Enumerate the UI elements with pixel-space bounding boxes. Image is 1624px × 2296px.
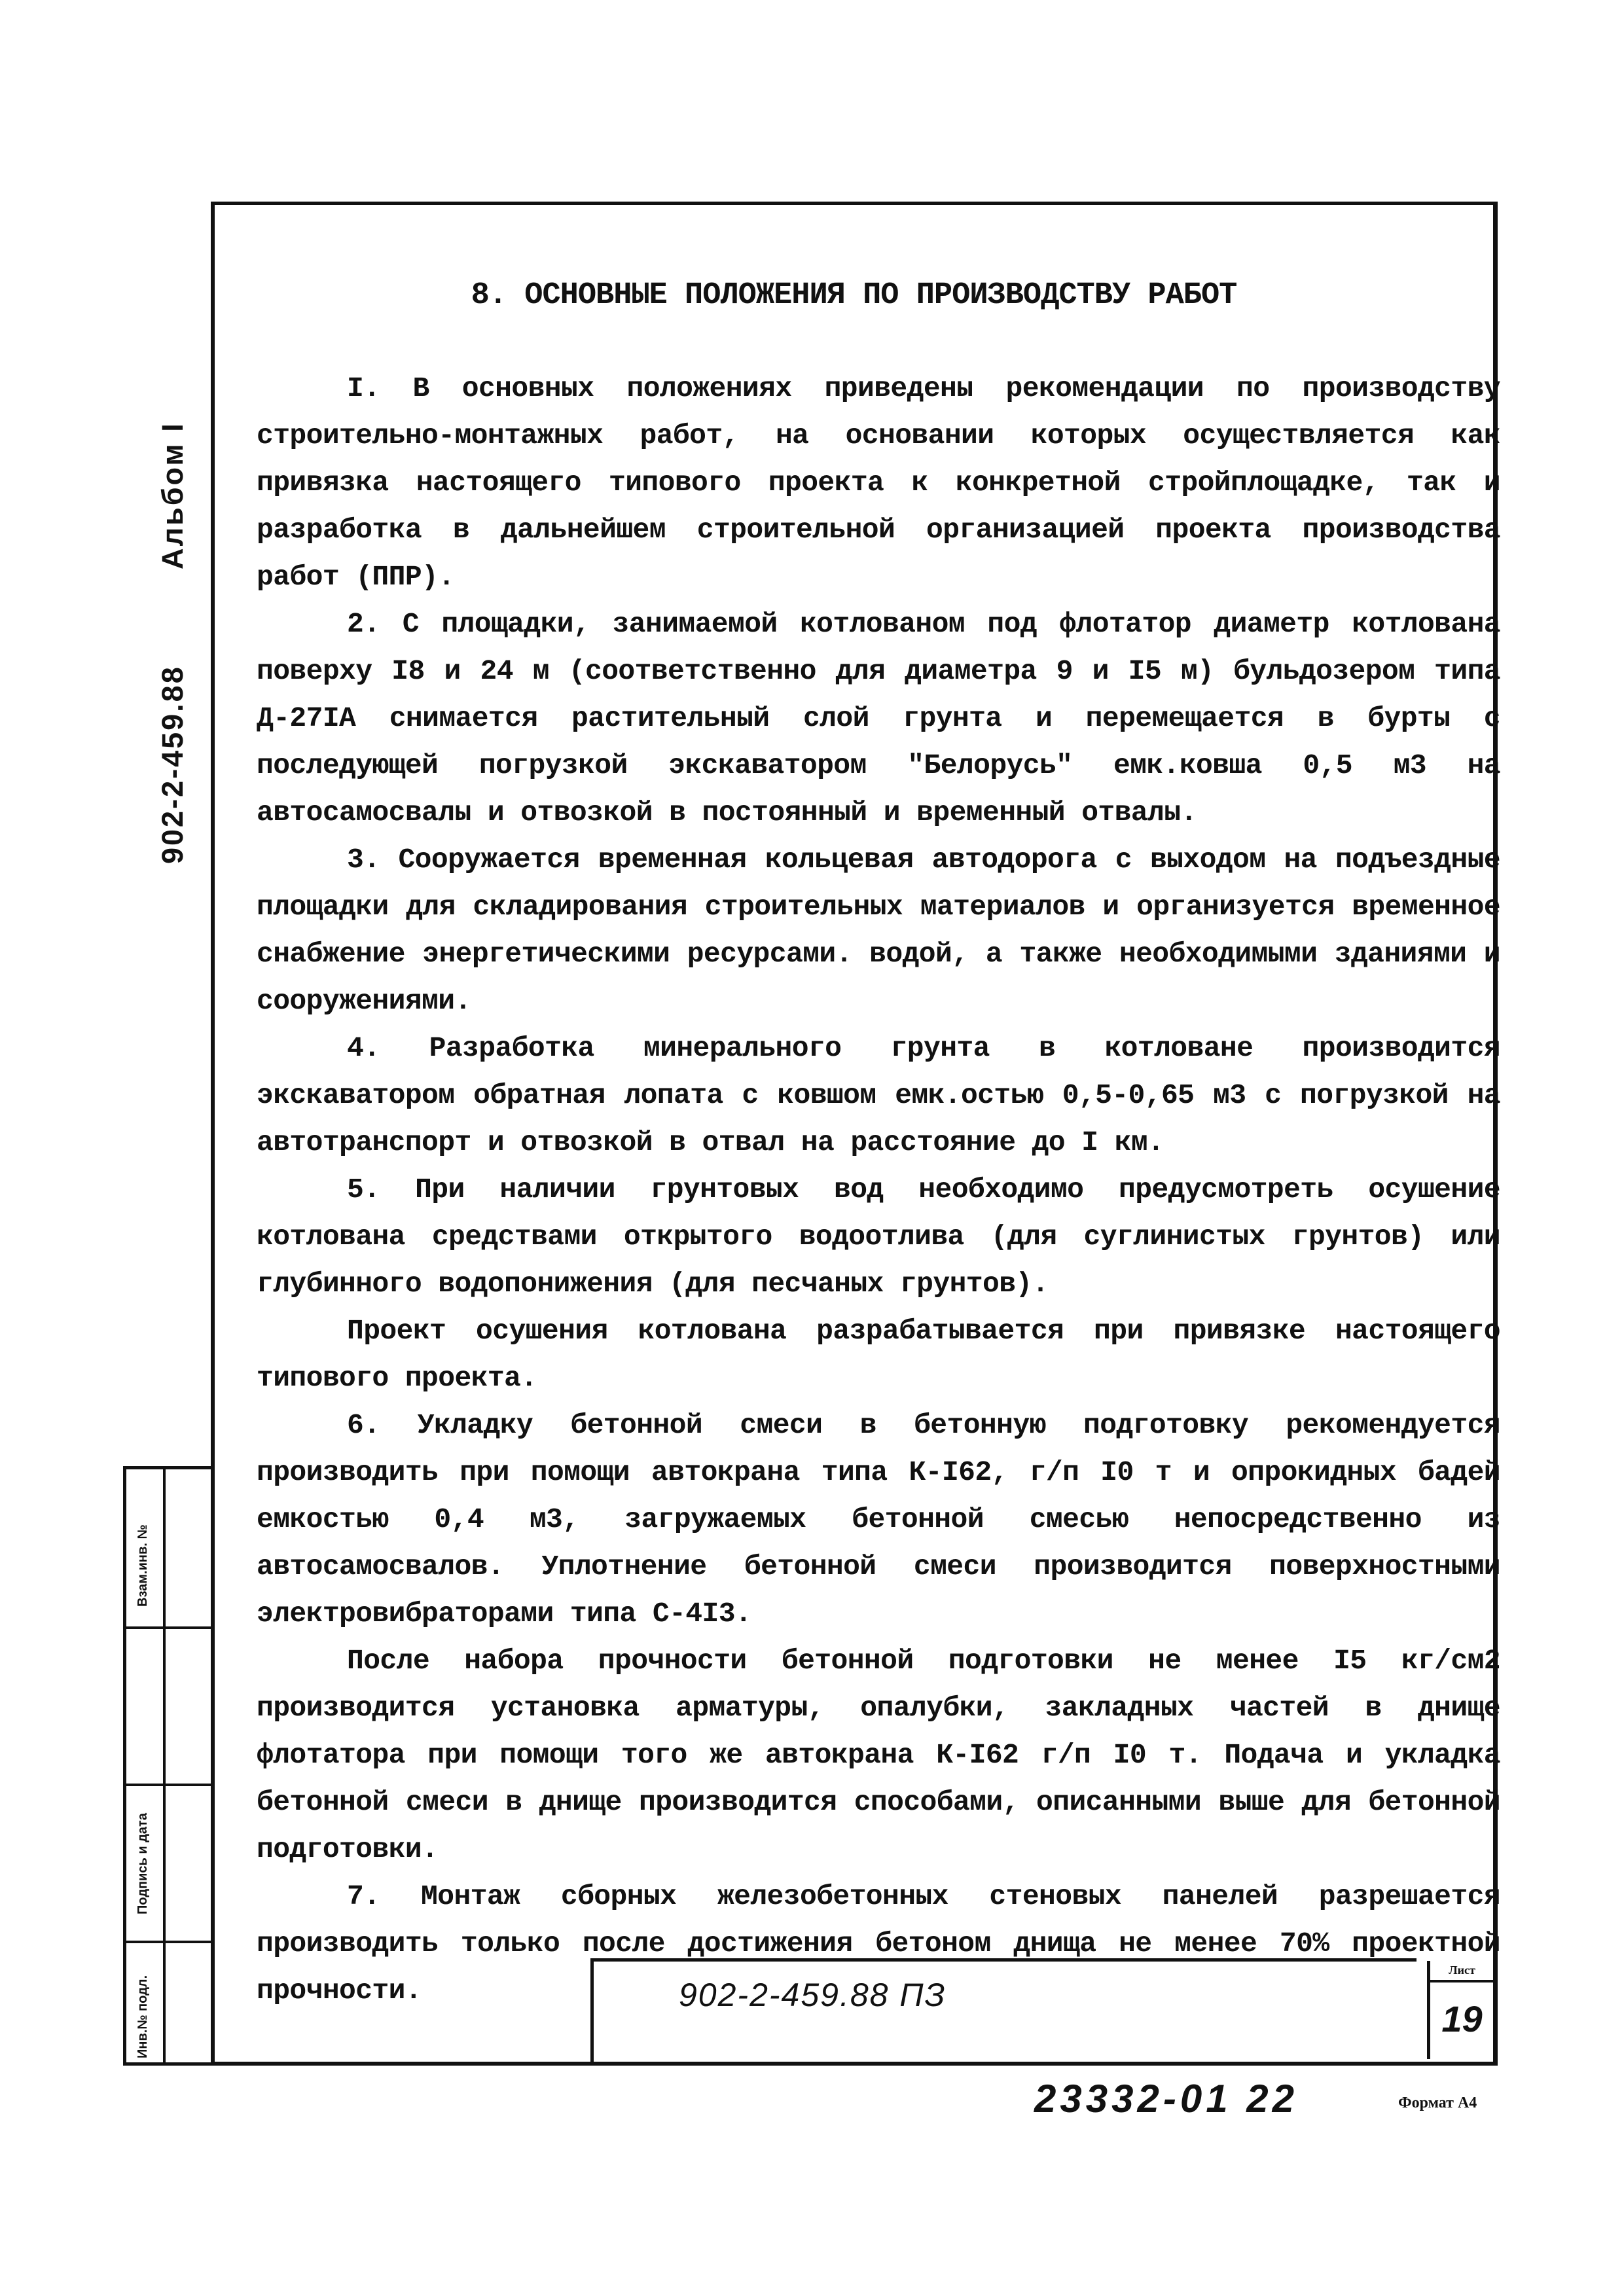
paragraph-7: 7. Монтаж сборных железобетонных стеновых панелей разрешается производить только после достижения бетоном днища не менее 70% проектной прочности.: [257, 1880, 1500, 2007]
left-stamp-strip: [123, 1466, 211, 2066]
paragraph-4: 4. Разработка минерального грунта в котловане производится экскаватором обратная лопата с ковшом емк.остью 0,5-0,65 м3 с погрузкой на автотранспорт и отвозкой в отвал на расстояние до I км.: [257, 1032, 1500, 1158]
document-code: 902-2-459.88 ПЗ: [679, 1977, 947, 2013]
title-block: [590, 1958, 1416, 2062]
inventory-number: 23332-01 22: [1034, 2077, 1298, 2121]
paragraph-5: 5. При наличии грунтовых вод необходимо предусмотреть осушение котлована средствами открытого водоотлива (для суглинистых грунтов) или глубинного водопонижения (для песчаных грунтов).: [257, 1174, 1500, 1300]
format-label: Формат А4: [1398, 2094, 1477, 2111]
sheet-box: [1427, 1961, 1494, 2059]
paragraph-1: I. В основных положениях приведены рекомендации по производству строительно-монтажных работ, на основании которых осуществляется как привязка настоящего типового проекта к конкретной стройплощадке, так и разработка в дальнейшем строительной организацией проекта производства работ (ППР).: [257, 372, 1500, 593]
page-frame: [211, 202, 1498, 2066]
paragraph-3: 3. Сооружается временная кольцевая автодорога с выходом на подъездные площадки для складирования строительных материалов и организуется временное снабжение энергетическими ресурсами. водой, а также необходимыми зданиями и сооружениями.: [257, 844, 1500, 1017]
sign-date-label: Подпись и дата: [135, 1813, 150, 1914]
sheet-number: 19: [1441, 1998, 1483, 2039]
inv-label: Инв.№ подл.: [135, 1975, 150, 2058]
replace-inv-label: Взам.инв. №: [135, 1524, 150, 1607]
sheet-label: Лист: [1430, 1964, 1494, 1982]
paragraph-6b: После набора прочности бетонной подготовки не менее I5 кг/см2 производится установка арматуры, опалубки, закладных частей в днище флотатора при помощи того же автокрана К-I62 г/п I0 т. Подача и укладка бетонной смеси в днище производится способами, описанными выше для бетонной подготовки.: [257, 1645, 1500, 1865]
album-code: 902-2-459.88: [156, 665, 189, 864]
paragraph-2: 2. С площадки, занимаемой котлованом под флотатор диаметр котлована поверху I8 и 24 м (соответственно для диаметра 9 и I5 м) бульдозером типа Д-27IA снимается растительный слой грунта и перемещается в бурты с последующей погрузкой экскаватором "Белорусь" емк.ковша 0,5 м3 на автосамосвалы и отвозкой в постоянный и временный отвалы.: [257, 608, 1500, 829]
body-text: [257, 365, 1500, 2015]
paragraph-6: 6. Укладку бетонной смеси в бетонную подготовку рекомендуется производить при помощи автокрана типа К-I62, г/п I0 т и опрокидных бадей емкостью 0,4 м3, загружаемых бетонной смесью непосредственно из автосамосвалов. Уплотнение бетонной смеси производится поверхностными электровибраторами типа С-4I3.: [257, 1409, 1500, 1630]
album-label: Альбом I: [156, 422, 189, 569]
paragraph-5b: Проект осушения котлована разрабатывается при привязке настоящего типового проекта.: [257, 1315, 1500, 1394]
section-title: 8. ОСНОВНЫЕ ПОЛОЖЕНИЯ ПО ПРОИЗВОДСТВУ РАБОТ: [471, 278, 1237, 313]
